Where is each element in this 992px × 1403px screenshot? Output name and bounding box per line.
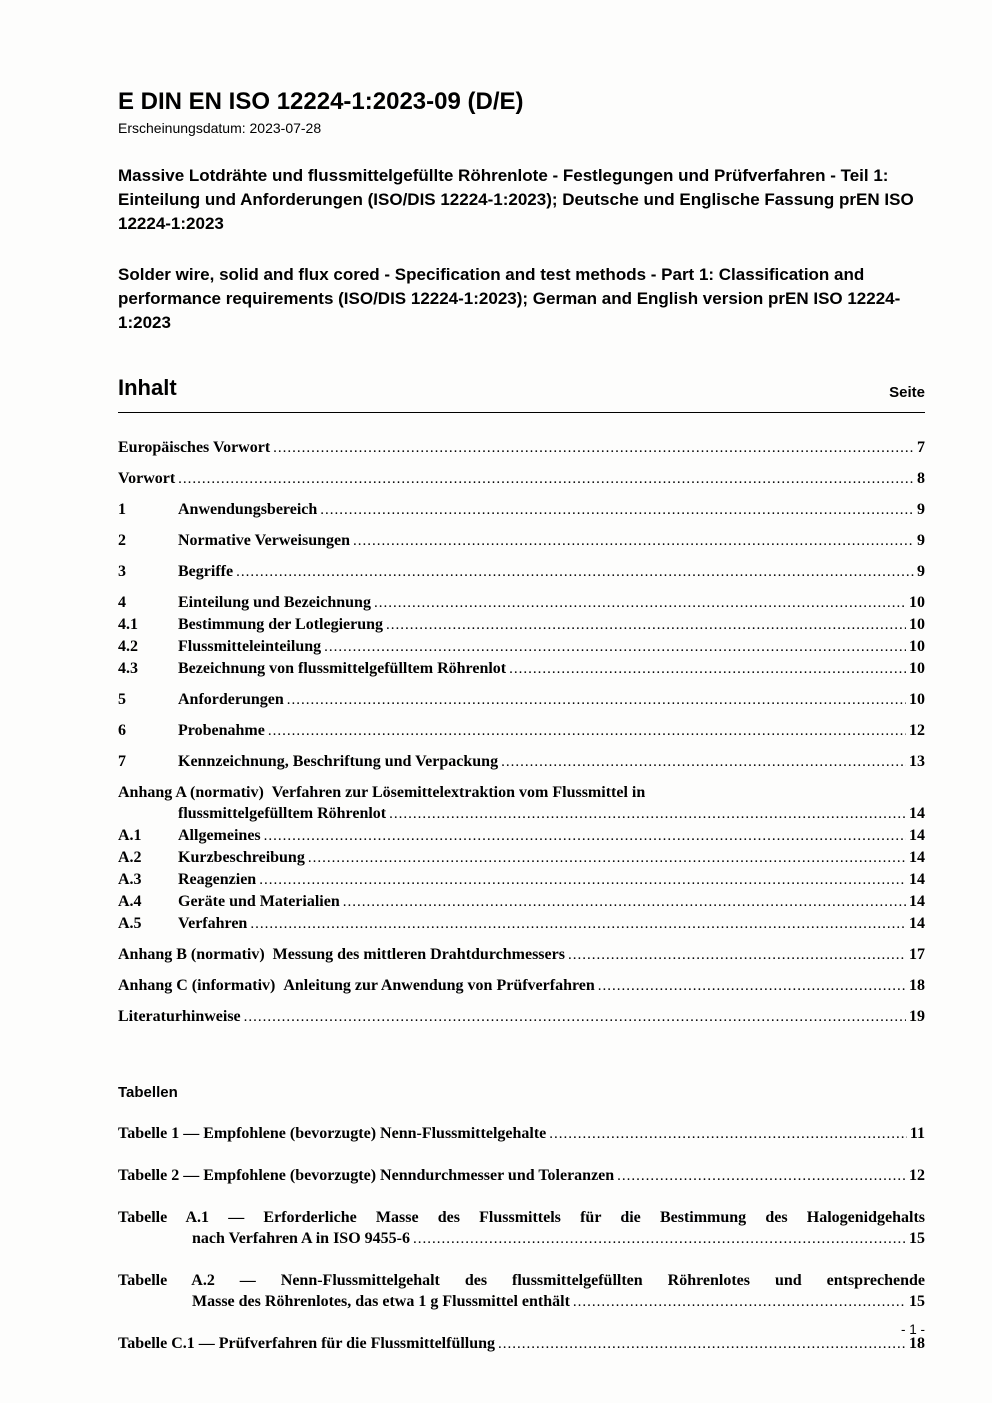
toc-entry-label: Flussmitteleinteilung <box>178 638 322 655</box>
title-german: Massive Lotdrähte und flussmittelgefüllte Röhrenlote - Festlegungen und Prüfverfahren - Teil 1: Einteilung und Anforderungen (ISO/DIS 12224-1:2023); Deutsche und Englische Fassung prEN ISO 12224-1:2023 <box>118 166 914 233</box>
dot-leader <box>178 468 914 490</box>
toc-entry-page: 10 <box>909 691 925 708</box>
toc-entry-page: 14 <box>909 827 925 844</box>
toc-entry-page: 13 <box>909 753 925 770</box>
title-english: Solder wire, solid and flux cored - Specification and test methods - Part 1: Classification and performance requirements (ISO/DIS 12224-1:2023); German and English version prEN ISO 12224-1:2023 <box>118 265 901 332</box>
dot-leader <box>250 913 906 935</box>
toc-entry-page: 10 <box>909 594 925 611</box>
toc-entry-page: 10 <box>909 638 925 655</box>
toc-entry-number: A.5 <box>118 915 142 932</box>
toc-entry-page: 7 <box>917 439 925 456</box>
table-entry-page: 12 <box>909 1167 925 1184</box>
toc-entry <box>118 847 925 869</box>
toc-entry-label: Normative Verweisungen <box>178 532 350 549</box>
toc-entry-label: Europäisches Vorwort <box>118 439 271 456</box>
toc-entry-number: 5 <box>118 691 126 708</box>
toc-entry-page: 14 <box>909 915 925 932</box>
toc-entry <box>118 1006 925 1028</box>
toc-entry <box>118 720 925 742</box>
toc-entry-label: Allgemeines <box>178 827 261 844</box>
table-entry-label: Tabelle 2 — Empfohlene (bevorzugte) Nenndurchmesser und Toleranzen <box>118 1167 615 1184</box>
toc-entry <box>118 614 925 636</box>
toc-entry-page: 19 <box>909 1008 925 1025</box>
dot-leader <box>617 1165 906 1187</box>
toc-page-column-label: Seite <box>889 384 925 401</box>
toc-entry-label: Vorwort <box>118 470 176 487</box>
dot-leader <box>273 437 914 459</box>
dot-leader <box>236 561 914 583</box>
toc-entry-number: A.2 <box>118 849 142 866</box>
page-number-footer: - 1 - <box>900 1322 925 1337</box>
toc-entry <box>118 689 925 711</box>
toc-entry-label: flussmittelgefülltem Röhrenlot <box>178 805 387 822</box>
toc-entry-page: 14 <box>909 849 925 866</box>
toc-entry-number: 2 <box>118 532 126 549</box>
dot-leader <box>501 751 906 773</box>
toc-entry-page: 14 <box>909 805 925 822</box>
toc-entry <box>118 891 925 913</box>
toc-entry-label: Literaturhinweise <box>118 1008 241 1025</box>
toc-entry-page: 17 <box>909 946 925 963</box>
dot-leader <box>549 1123 907 1145</box>
dot-leader <box>308 847 906 869</box>
toc-entry-page: 18 <box>909 977 925 994</box>
toc-entry-label: Reagenzien <box>178 871 257 888</box>
toc-entry-number: A.1 <box>118 827 142 844</box>
toc-entry <box>118 561 925 583</box>
toc-heading-row <box>118 375 925 413</box>
table-entry-line1: Tabelle A.2 — Nenn-Flussmittelgehalt des flussmittelgefüllten Röhrenlotes und entsprechende <box>118 1272 925 1289</box>
table-entry-page: 15 <box>909 1230 925 1247</box>
toc-entry <box>118 803 925 825</box>
toc-entry-page: 9 <box>917 563 925 580</box>
toc-entry-number: 4.1 <box>118 616 138 633</box>
table-entry-page: 15 <box>909 1293 925 1310</box>
toc-entry-page: 10 <box>909 660 925 677</box>
toc-entry-label: Bestimmung der Lotlegierung <box>178 616 384 633</box>
toc-entry-number: A.3 <box>118 871 142 888</box>
toc-entry <box>118 468 925 490</box>
toc-entry <box>118 944 925 966</box>
toc-entry-label: Geräte und Materialien <box>178 893 340 910</box>
toc-entry-number: A.4 <box>118 893 142 910</box>
toc-entry-number: 4 <box>118 594 126 611</box>
table-list-entry <box>118 1291 925 1313</box>
table-list-entry <box>118 1123 925 1145</box>
table-entry-line1: Tabelle A.1 — Erforderliche Masse des Flussmittels für die Bestimmung des Halogenidgehalts <box>118 1209 925 1226</box>
toc-entry <box>118 825 925 847</box>
toc-entry-number: 4.2 <box>118 638 138 655</box>
dot-leader <box>353 530 914 552</box>
toc-entry-number: 1 <box>118 501 126 518</box>
toc-entry-label: Anhang C (informativ) Anleitung zur Anwendung von Prüfverfahren <box>118 977 595 994</box>
toc-entry-page: 14 <box>909 871 925 888</box>
toc-entry-line1: Anhang A (normativ) Verfahren zur Lösemittelextraktion vom Flussmittel in <box>118 784 646 801</box>
toc-entry <box>118 499 925 521</box>
toc-entry <box>118 530 925 552</box>
dot-leader <box>509 658 906 680</box>
toc-entry-label: Probenahme <box>178 722 265 739</box>
toc-entry-number: 3 <box>118 563 126 580</box>
toc-entry-number: 4.3 <box>118 660 138 677</box>
tables-list <box>118 1123 925 1355</box>
table-entry-label: Tabelle C.1 — Prüfverfahren für die Flussmittelfüllung <box>118 1335 496 1352</box>
toc-entry-label: Begriffe <box>178 563 234 580</box>
dot-leader <box>259 869 906 891</box>
table-entry-page: 18 <box>909 1335 925 1352</box>
toc-entry-label: Anhang B (normativ) Messung des mittleren Drahtdurchmessers <box>118 946 565 963</box>
table-entry-page: 11 <box>909 1125 925 1142</box>
dot-leader <box>498 1333 906 1355</box>
toc-entry-number: 7 <box>118 753 126 770</box>
toc-entry <box>118 636 925 658</box>
tables-list-heading: Tabellen <box>118 1084 178 1101</box>
toc-entry-label: Kennzeichnung, Beschriftung und Verpackung <box>178 753 499 770</box>
dot-leader <box>413 1228 906 1250</box>
dot-leader <box>324 636 906 658</box>
toc-entry <box>118 751 925 773</box>
toc-entry <box>118 437 925 459</box>
table-of-contents <box>118 437 925 1028</box>
toc-entry-number: 6 <box>118 722 126 739</box>
document-header <box>118 88 925 335</box>
toc-entry-label: Anforderungen <box>178 691 284 708</box>
dot-leader <box>268 720 906 742</box>
dot-leader <box>320 499 914 521</box>
dot-leader <box>264 825 906 847</box>
publication-date: Erscheinungsdatum: 2023-07-28 <box>118 120 322 136</box>
toc-entry-page: 10 <box>909 616 925 633</box>
toc-entry-page: 12 <box>909 722 925 739</box>
toc-entry-page: 9 <box>917 532 925 549</box>
toc-entry-page: 8 <box>917 470 925 487</box>
table-list-entry <box>118 1228 925 1250</box>
toc-heading: Inhalt <box>118 375 177 400</box>
dot-leader <box>287 689 906 711</box>
toc-entry <box>118 592 925 614</box>
toc-entry-label: Verfahren <box>178 915 248 932</box>
dot-leader <box>244 1006 906 1028</box>
toc-entry-label: Kurzbeschreibung <box>178 849 305 866</box>
dot-leader <box>343 891 906 913</box>
toc-entry <box>118 869 925 891</box>
dot-leader <box>389 803 906 825</box>
toc-entry <box>118 913 925 935</box>
toc-entry-page: 14 <box>909 893 925 910</box>
dot-leader <box>598 975 906 997</box>
toc-entry-page: 9 <box>917 501 925 518</box>
table-entry-label: Tabelle 1 — Empfohlene (bevorzugte) Nenn-Flussmittelgehalte <box>118 1125 547 1142</box>
table-list-entry <box>118 1165 925 1187</box>
toc-entry-label: Einteilung und Bezeichnung <box>178 594 371 611</box>
dot-leader <box>374 592 906 614</box>
dot-leader <box>568 944 906 966</box>
table-entry-label: Masse des Röhrenlotes, das etwa 1 g Flussmittel enthält <box>192 1293 570 1310</box>
toc-entry <box>118 975 925 997</box>
toc-entry-label: Anwendungsbereich <box>178 501 318 518</box>
dot-leader <box>573 1291 906 1313</box>
table-list-entry <box>118 1333 925 1355</box>
dot-leader <box>386 614 906 636</box>
document-title: E DIN EN ISO 12224-1:2023-09 (D/E) <box>118 88 524 115</box>
table-entry-label: nach Verfahren A in ISO 9455-6 <box>192 1230 410 1247</box>
toc-entry-label: Bezeichnung von flussmittelgefülltem Röhrenlot <box>178 660 507 677</box>
toc-entry <box>118 658 925 680</box>
